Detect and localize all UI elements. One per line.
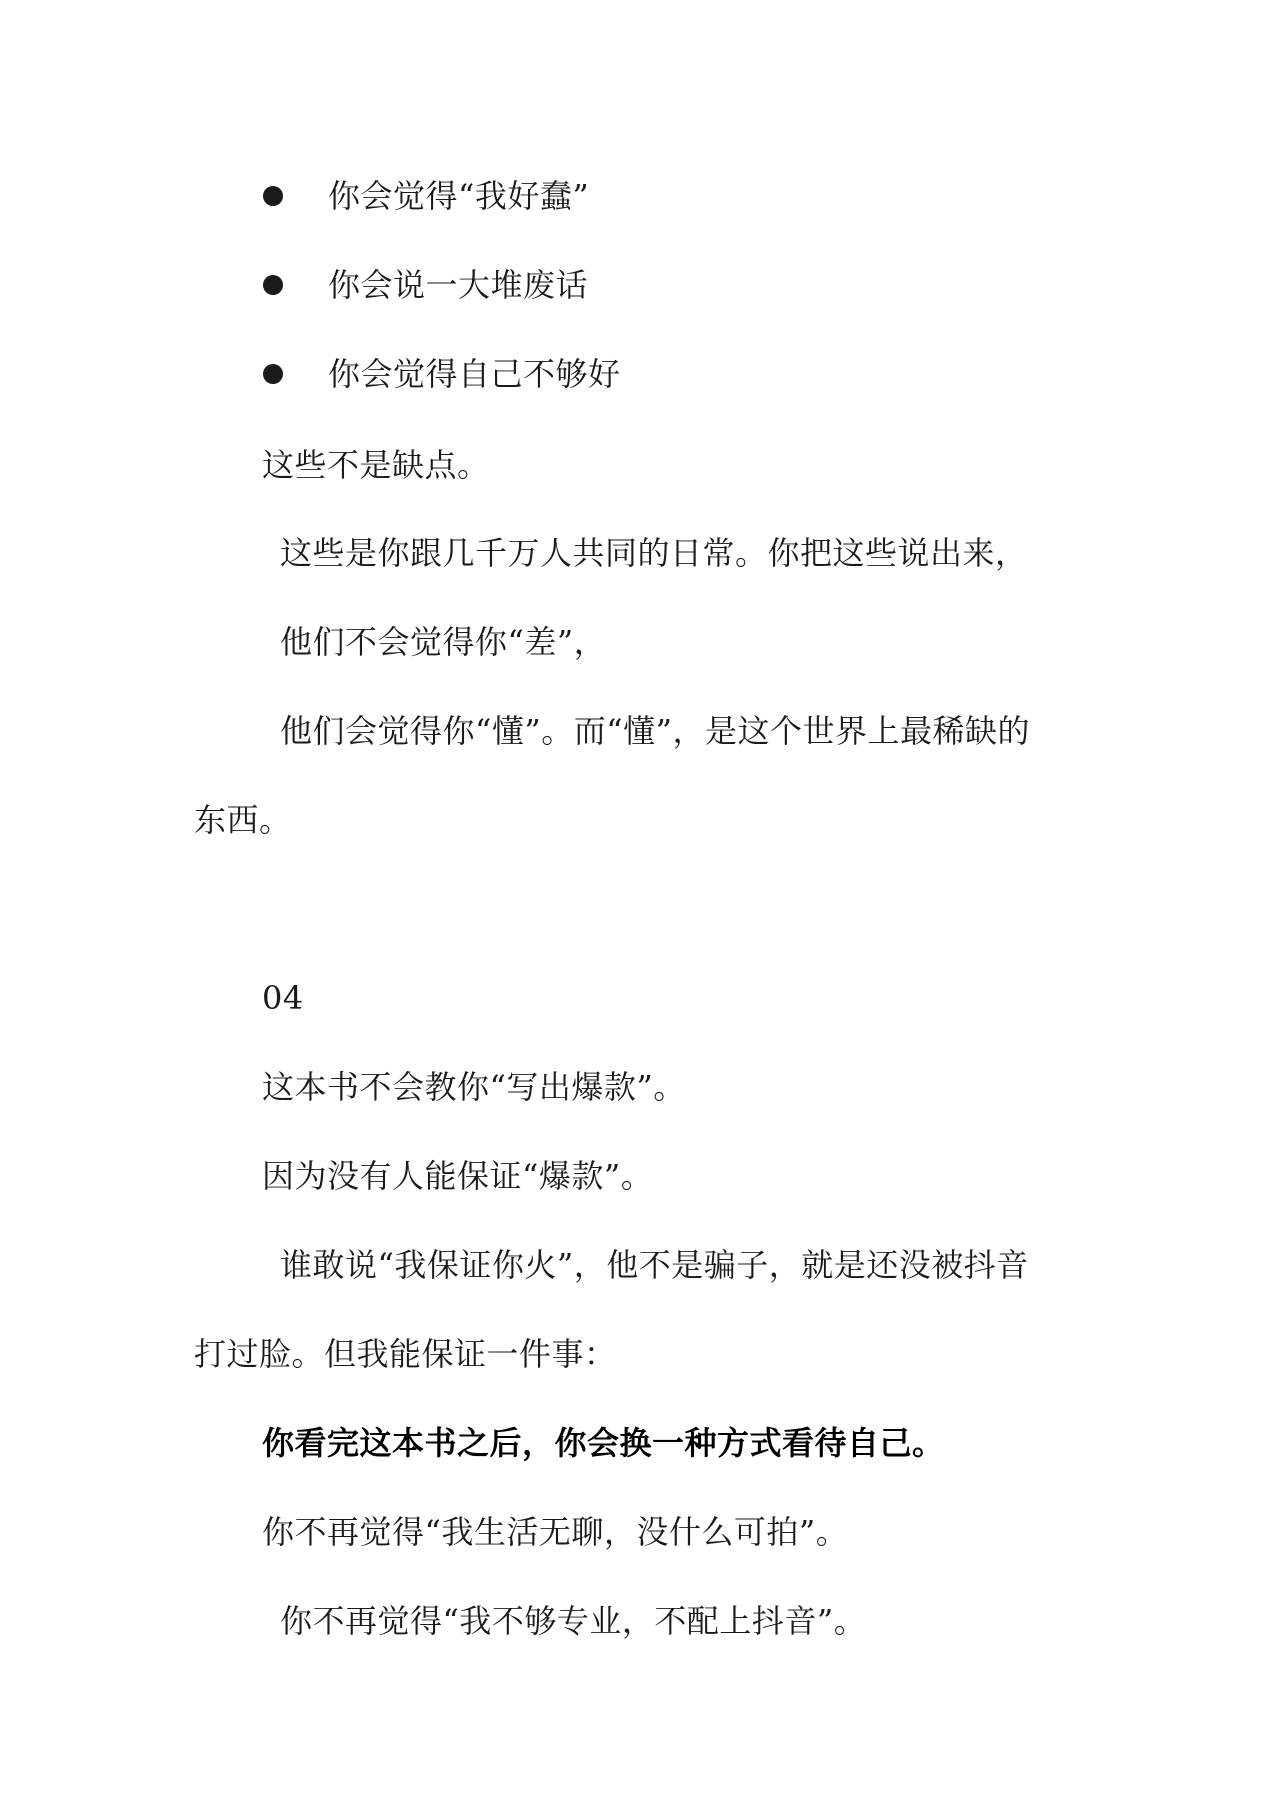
paragraph: 这些是你跟几千万人共同的日常。你把这些说出来， xyxy=(280,534,1028,572)
paragraph: 谁敢说“我保证你火”，他不是骗子，就是还没被抖音 xyxy=(280,1246,1029,1284)
bold-paragraph: 你看完这本书之后，你会换一种方式看待自己。 xyxy=(262,1424,945,1462)
section-number: 04 xyxy=(262,979,304,1017)
paragraph: 因为没有人能保证“爆款”。 xyxy=(262,1157,654,1195)
paragraph: 打过脸。但我能保证一件事： xyxy=(194,1335,617,1373)
paragraph: 东西。 xyxy=(194,801,292,839)
bullet-item: 你会说一大堆废话 xyxy=(328,266,589,304)
paragraph: 你不再觉得“我生活无聊，没什么可拍”。 xyxy=(262,1513,849,1551)
bullet-dot-icon xyxy=(263,275,283,295)
paragraph: 他们会觉得你“懂”。而“懂”，是这个世界上最稀缺的 xyxy=(280,712,1030,750)
paragraph: 你不再觉得“我不够专业，不配上抖音”。 xyxy=(280,1602,867,1640)
bullet-item: 你会觉得自己不够好 xyxy=(328,355,621,393)
bullet-dot-icon xyxy=(263,364,283,384)
bullet-dot-icon xyxy=(263,186,283,206)
paragraph: 他们不会觉得你“差”， xyxy=(280,623,607,661)
paragraph: 这些不是缺点。 xyxy=(262,446,490,484)
bullet-item: 你会觉得“我好蠢” xyxy=(328,177,590,215)
paragraph: 这本书不会教你“写出爆款”。 xyxy=(262,1068,686,1106)
